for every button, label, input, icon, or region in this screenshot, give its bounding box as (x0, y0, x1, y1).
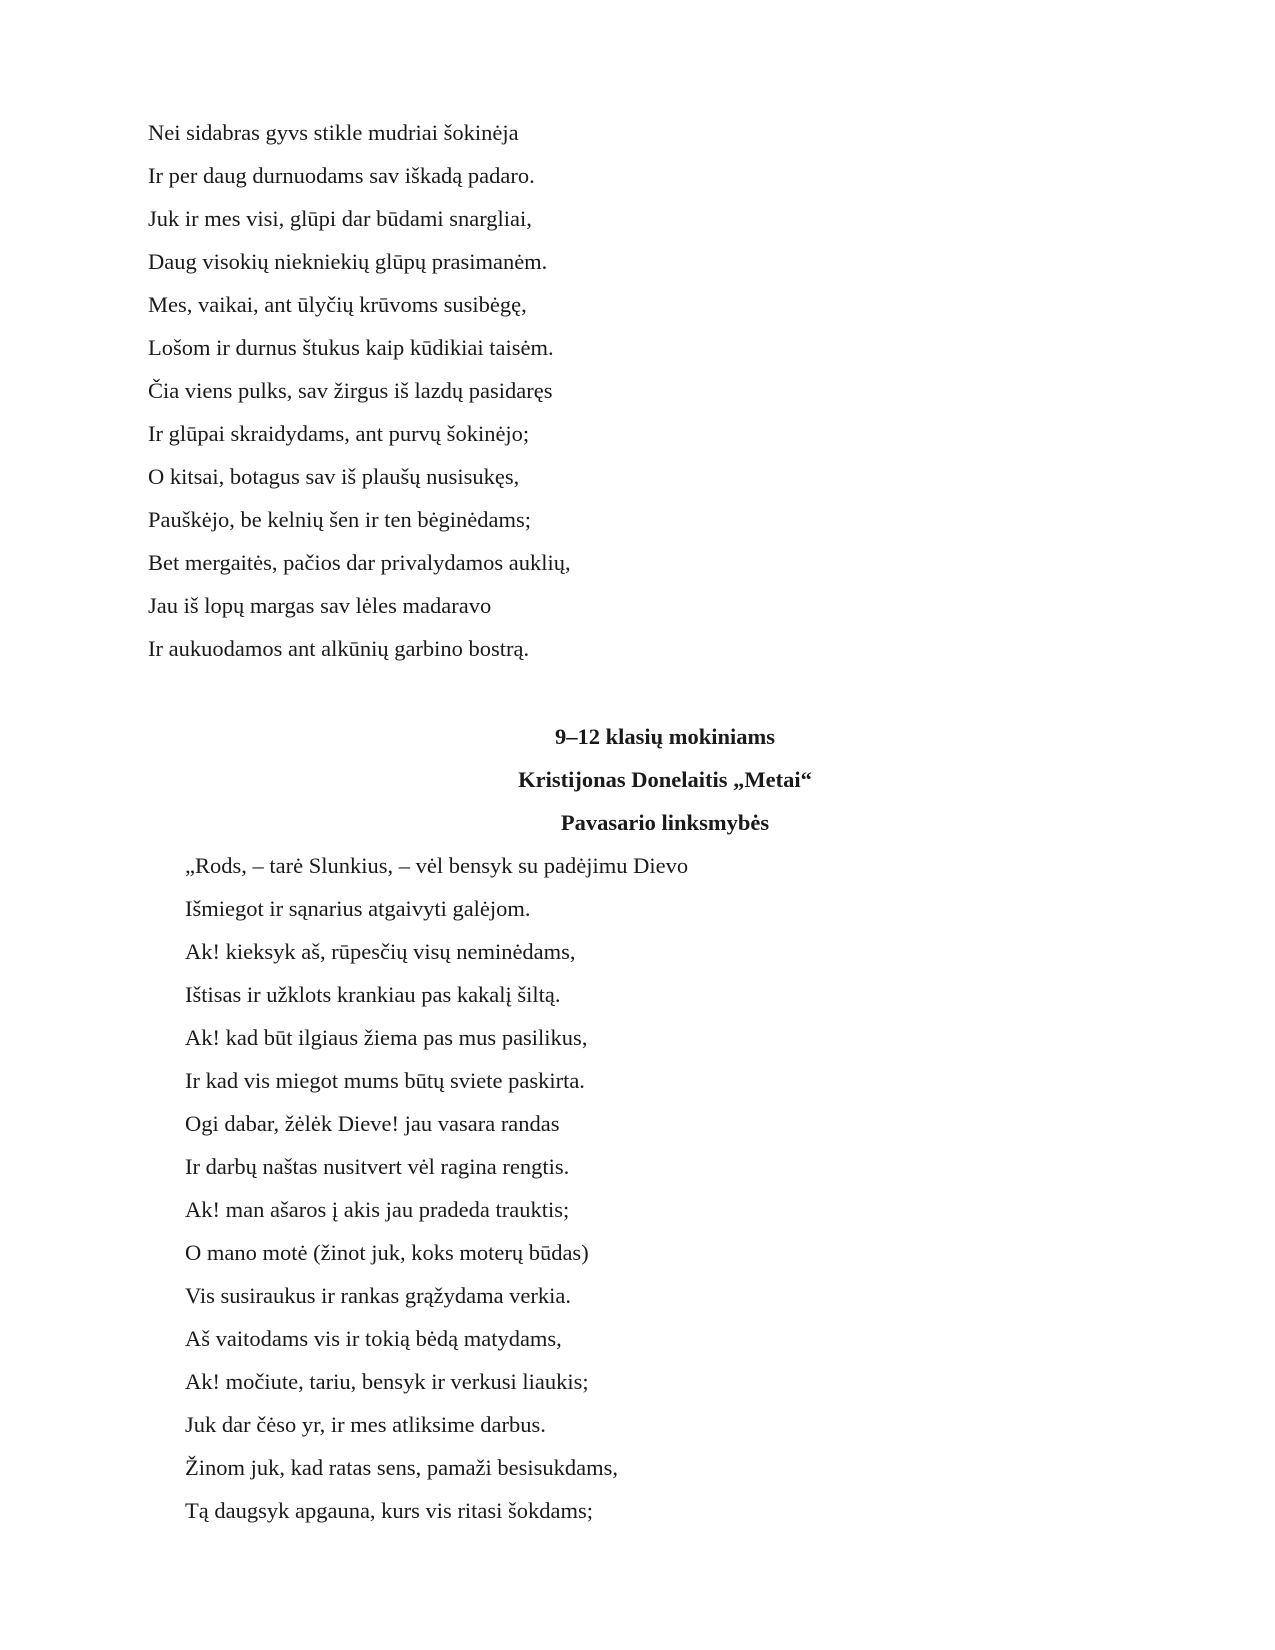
poem-line: Vis susiraukus ir rankas grąžydama verkia. (185, 1283, 572, 1308)
poem-line: Ak! kad būt ilgiaus žiema pas mus pasilikus, (185, 1025, 588, 1050)
poem-line: Ir kad vis miegot mums būtų sviete paskirta. (185, 1068, 585, 1093)
section-heading (400, 715, 930, 844)
poem-line: Lošom ir durnus štukus kaip kūdikiai taisėm. (148, 335, 554, 360)
poem-line: Ak! kieksyk aš, rūpesčių visų neminėdams, (185, 939, 576, 964)
poem-line: Bet mergaitės, pačios dar privalydamos auklių, (148, 550, 571, 575)
poem-line: Ak! man ašaros į akis jau pradeda trauktis; (185, 1197, 570, 1222)
poem-line: Mes, vaikai, ant ūlyčių krūvoms susibėgę, (148, 292, 527, 317)
poem-line: Ir glūpai skraidydams, ant purvų šokinėjo; (148, 421, 530, 446)
poem-line: Išmiegot ir sąnarius atgaivyti galėjom. (185, 896, 531, 921)
poem-line: Jau iš lopų margas sav lėles madaravo (148, 593, 492, 618)
poem-line: Ak! močiute, tariu, bensyk ir verkusi liaukis; (185, 1369, 589, 1394)
poem-line: Aš vaitodams vis ir tokią bėdą matydams, (185, 1326, 562, 1351)
poem-line: Daug visokių niekniekių glūpų prasimanėm. (148, 249, 548, 274)
excerpt-title: Pavasario linksmybės (560, 810, 770, 835)
poem-excerpt-2 (185, 844, 688, 1532)
poem-line: Juk ir mes visi, glūpi dar būdami snargliai, (148, 206, 532, 231)
poem-line: Žinom juk, kad ratas sens, pamaži besisukdams, (185, 1455, 619, 1480)
poem-line: Ištisas ir užklots krankiau pas kakalį šiltą. (185, 982, 561, 1007)
poem-line: Ogi dabar, žėlėk Dieve! jau vasara randas (185, 1111, 560, 1136)
audience-heading: 9–12 klasių mokiniams (554, 724, 776, 749)
poem-line: O mano motė (žinot juk, koks moterų būdas) (185, 1240, 589, 1265)
poem-line: Čia viens pulks, sav žirgus iš lazdų pasidaręs (148, 378, 553, 403)
poem-line: Juk dar čėso yr, ir mes atliksime darbus. (185, 1412, 546, 1437)
poem-line: Ir darbų naštas nusitvert vėl ragina rengtis. (185, 1154, 570, 1179)
poem-line: Pauškėjo, be kelnių šen ir ten bėginėdams; (148, 507, 532, 532)
poem-line: Ir per daug durnuodams sav iškadą padaro. (148, 163, 535, 188)
poem-excerpt-1 (148, 111, 571, 670)
poem-line: Nei sidabras gyvs stikle mudriai šokinėja (148, 120, 519, 145)
poem-line: „Rods, – tarė Slunkius, – vėl bensyk su padėjimu Dievo (185, 853, 689, 878)
work-heading: Kristijonas Donelaitis „Metai“ (518, 767, 812, 792)
poem-line: O kitsai, botagus sav iš plaušų nusisukęs, (148, 464, 520, 489)
poem-line: Ir aukuodamos ant alkūnių garbino bostrą. (148, 636, 530, 661)
poem-line: Tą daugsyk apgauna, kurs vis ritasi šokdams; (185, 1498, 594, 1523)
